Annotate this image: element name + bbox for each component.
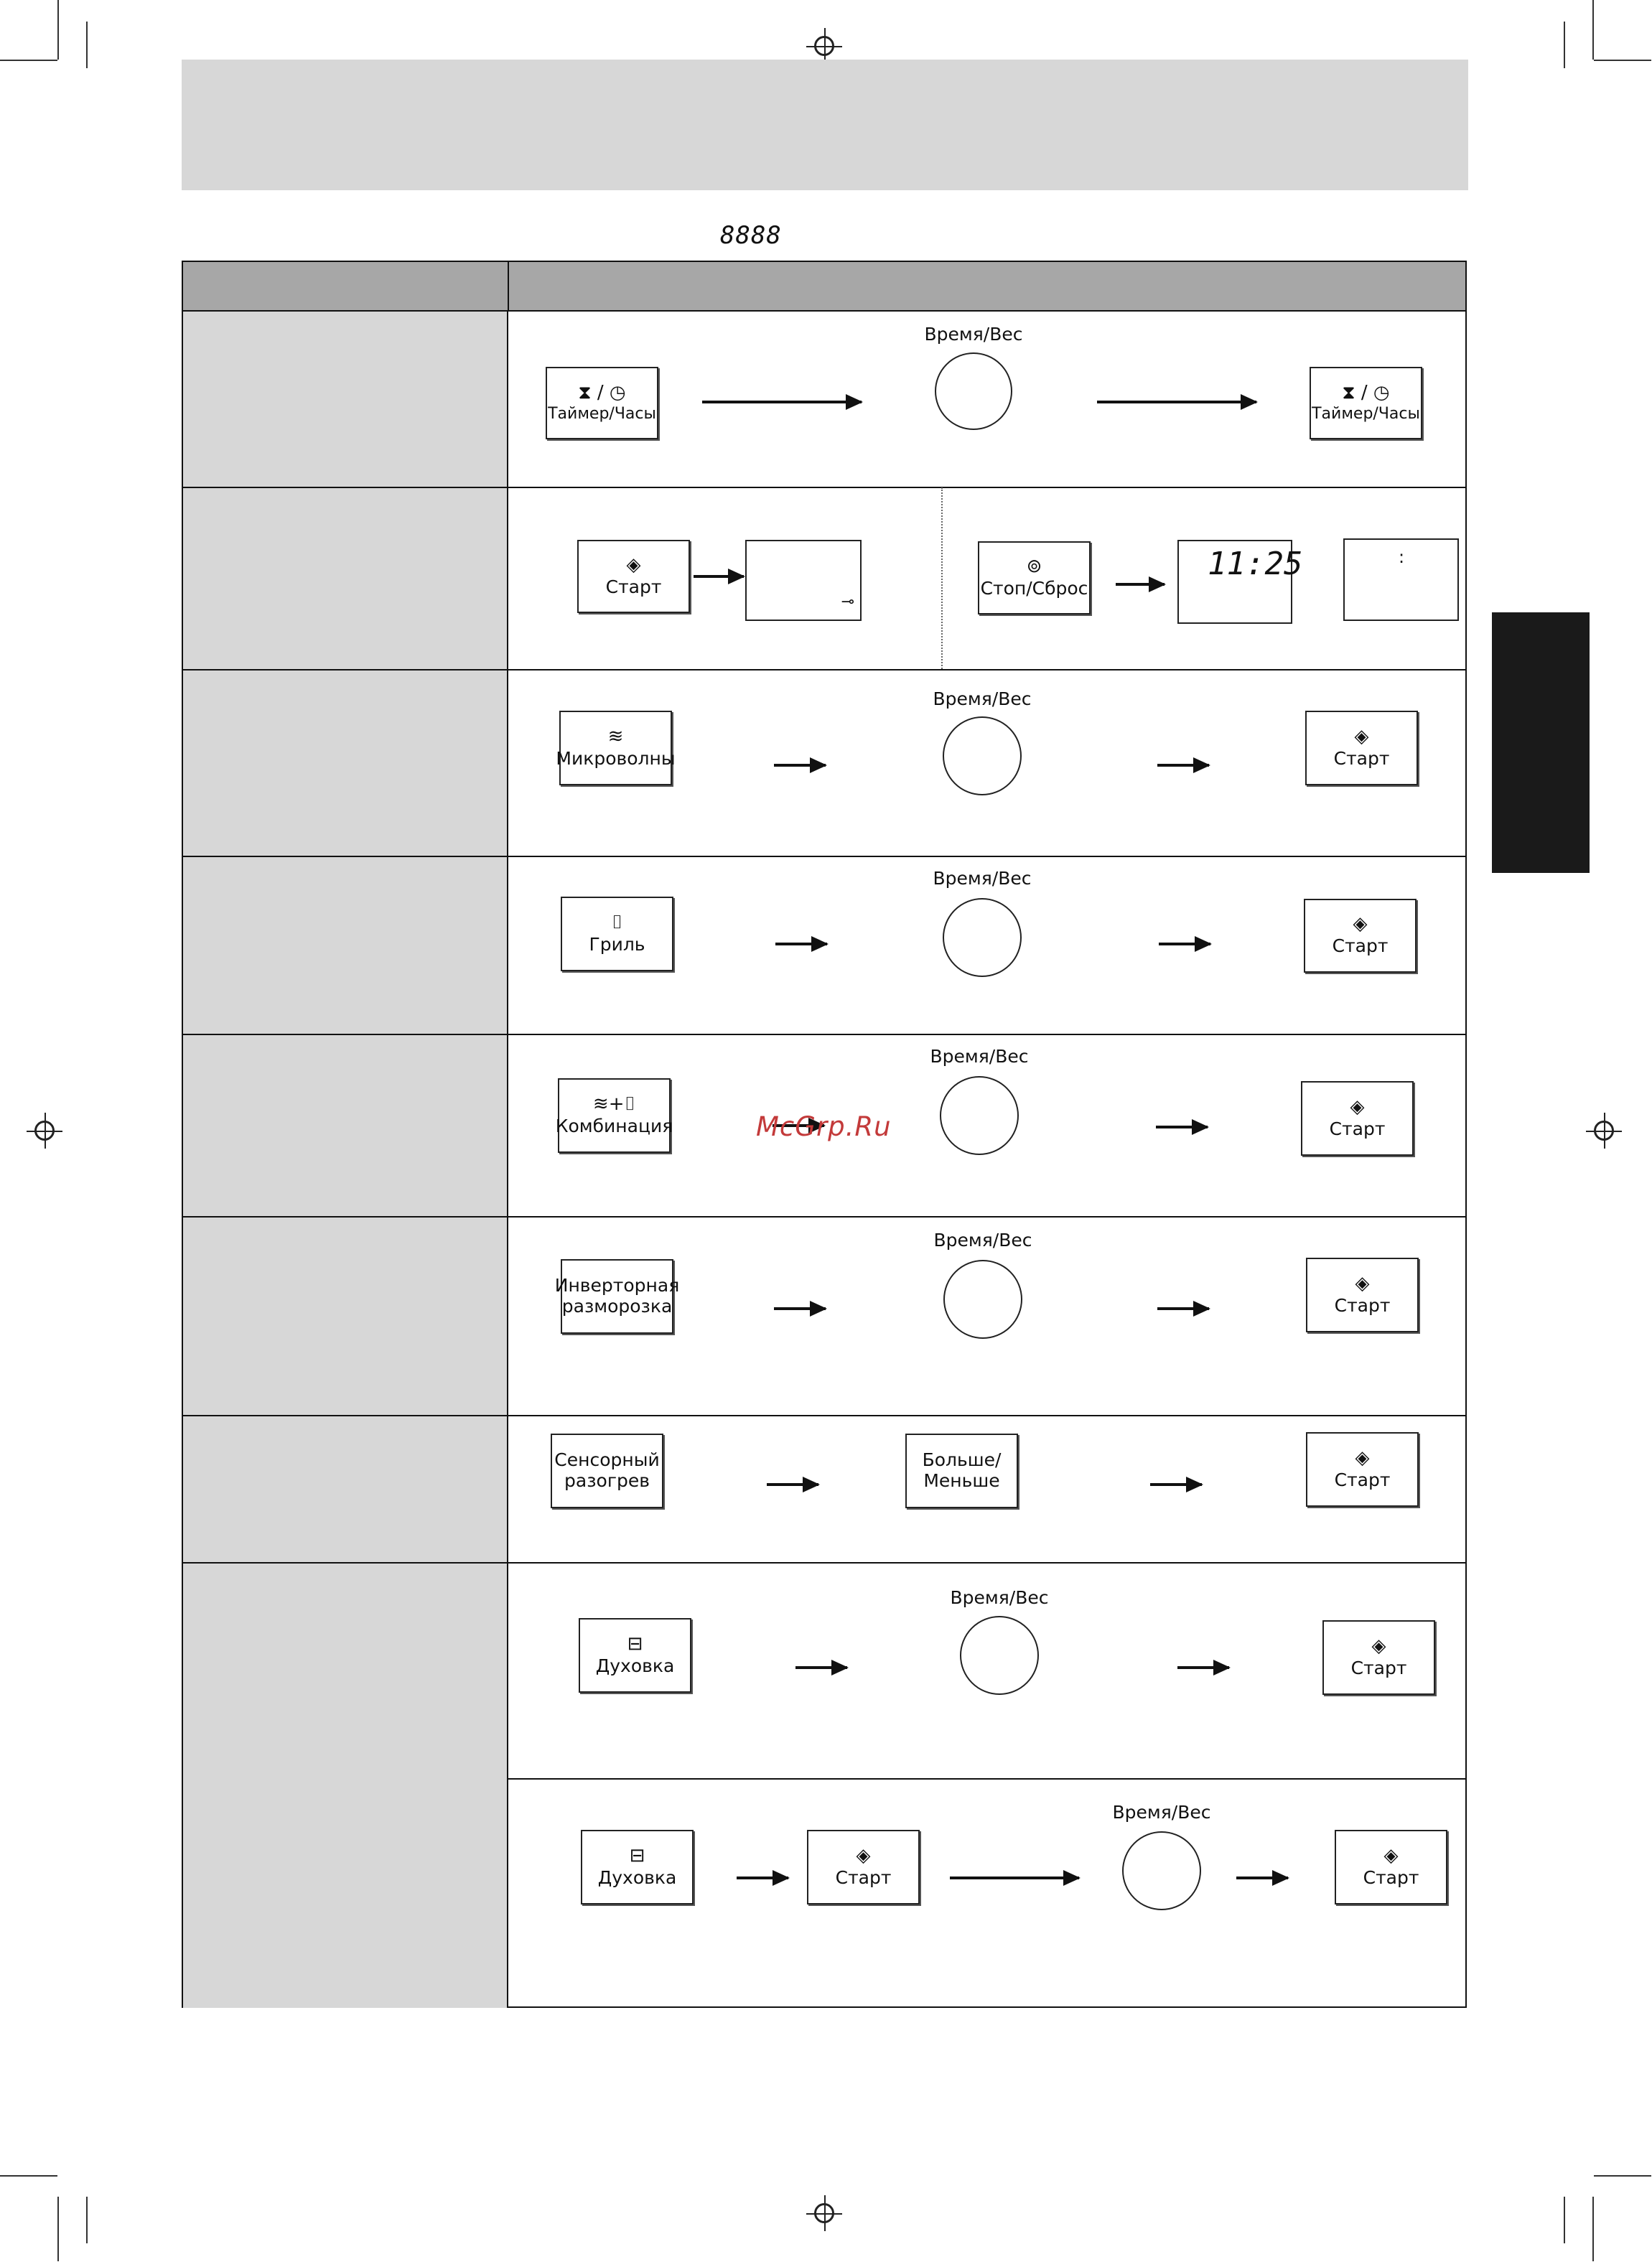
- crop-mark: [0, 60, 57, 61]
- start-button[interactable]: ◈ Старт: [1301, 1081, 1414, 1156]
- arrow: [1157, 764, 1209, 767]
- crop-mark: [1592, 0, 1594, 60]
- arrow: [694, 575, 744, 578]
- crop-mark: [86, 2197, 88, 2243]
- oven-button[interactable]: ⊟ Духовка: [581, 1830, 694, 1905]
- sensor-reheat-button[interactable]: Сенсорный разогрев: [551, 1434, 663, 1508]
- left-column: [183, 312, 508, 2008]
- crop-mark: [1564, 2197, 1565, 2243]
- timer-clock-button[interactable]: ⧗ / ◷ Таймер/Часы: [546, 367, 658, 439]
- start-diamond-icon: ◈: [1383, 1844, 1399, 1866]
- oven-button[interactable]: ⊟ Духовка: [579, 1618, 691, 1693]
- time-weight-dial[interactable]: [943, 898, 1022, 977]
- start-diamond-icon: ◈: [1355, 1447, 1370, 1469]
- time-weight-dial[interactable]: [960, 1616, 1039, 1695]
- time-weight-dial[interactable]: [943, 1260, 1022, 1339]
- registration-mark: [34, 1121, 55, 1141]
- microwave-button[interactable]: ≋ Микроволны: [559, 711, 672, 785]
- start-diamond-icon: ◈: [626, 553, 641, 576]
- time-weight-dial[interactable]: [1122, 1831, 1201, 1910]
- more-less-button[interactable]: Больше/ Меньше: [905, 1434, 1018, 1508]
- arrow: [1150, 1483, 1202, 1486]
- arrow: [775, 943, 827, 945]
- crop-mark: [1594, 60, 1651, 61]
- microwave-grill-icon: ≋+⌷: [592, 1093, 636, 1115]
- crop-mark: [0, 2175, 57, 2177]
- crop-mark: [1564, 22, 1565, 68]
- arrow: [1116, 583, 1165, 586]
- arrow: [774, 1307, 826, 1310]
- blank-display: [1343, 538, 1459, 621]
- start-diamond-icon: ◈: [1354, 725, 1369, 747]
- registration-mark: [814, 2203, 834, 2223]
- grill-icon: ⌷: [611, 911, 623, 933]
- time-weight-label: Время/Вес: [933, 868, 1032, 889]
- registration-mark: [1594, 1121, 1614, 1141]
- display-glyph: 8888: [720, 221, 782, 250]
- lock-display: [745, 540, 862, 621]
- time-weight-label: Время/Вес: [933, 1230, 1032, 1251]
- time-weight-dial[interactable]: [935, 352, 1012, 430]
- clock-time: 11:25: [1208, 546, 1303, 582]
- stop-circle-icon: ⊚: [1026, 555, 1042, 577]
- arrow: [1159, 943, 1210, 945]
- stop-reset-button[interactable]: ⊚ Стоп/Сброс: [978, 541, 1091, 614]
- start-diamond-icon: ◈: [1350, 1095, 1365, 1118]
- combination-button[interactable]: ≋+⌷ Комбинация: [558, 1078, 671, 1153]
- start-button[interactable]: ◈ Старт: [1306, 1258, 1419, 1332]
- side-tab: [1492, 612, 1590, 873]
- inverter-defrost-button[interactable]: Инверторная разморозка: [561, 1259, 673, 1334]
- time-weight-label: Время/Вес: [1112, 1802, 1211, 1823]
- start-diamond-icon: ◈: [1371, 1635, 1386, 1657]
- arrow: [1236, 1877, 1288, 1879]
- table-header: [183, 262, 1465, 312]
- start-button[interactable]: ◈ Старт: [577, 540, 690, 613]
- watermark: McGrp.Ru: [756, 1111, 892, 1142]
- arrow: [737, 1877, 788, 1879]
- time-weight-dial[interactable]: [940, 1076, 1019, 1155]
- arrow: [702, 401, 862, 403]
- arrow: [774, 764, 826, 767]
- arrow: [950, 1877, 1079, 1879]
- start-button[interactable]: ◈ Старт: [1306, 1432, 1419, 1507]
- arrow: [1156, 1126, 1208, 1128]
- oven-icon: ⊟: [627, 1632, 643, 1655]
- registration-mark: [814, 36, 834, 56]
- start-diamond-icon: ◈: [1355, 1272, 1370, 1294]
- start-diamond-icon: ◈: [856, 1844, 871, 1866]
- oven-icon: ⊟: [629, 1844, 645, 1866]
- timer-clock-icon: ⧗ / ◷: [1342, 381, 1390, 403]
- start-button[interactable]: ◈ Старт: [807, 1830, 920, 1905]
- start-button[interactable]: ◈ Старт: [1322, 1620, 1435, 1695]
- start-diamond-icon: ◈: [1353, 913, 1368, 935]
- timer-clock-button[interactable]: ⧗ / ◷ Таймер/Часы: [1310, 367, 1422, 439]
- time-weight-label: Время/Вес: [950, 1587, 1049, 1608]
- time-weight-label: Время/Вес: [930, 1046, 1029, 1067]
- crop-mark: [1592, 2197, 1594, 2261]
- arrow: [1097, 401, 1256, 403]
- crop-mark: [86, 22, 88, 68]
- timer-clock-icon: ⧗ / ◷: [578, 381, 626, 403]
- arrow: [795, 1666, 847, 1669]
- start-button[interactable]: ◈ Старт: [1304, 899, 1417, 973]
- time-weight-label: Время/Вес: [924, 324, 1023, 345]
- display-colon: :: [1399, 547, 1405, 567]
- arrow: [1157, 1307, 1209, 1310]
- lock-icon: ⊸: [841, 593, 854, 611]
- header-band: [182, 60, 1468, 190]
- time-weight-dial[interactable]: [943, 716, 1022, 795]
- start-button[interactable]: ◈ Старт: [1305, 711, 1418, 785]
- arrow: [1177, 1666, 1229, 1669]
- crop-mark: [57, 2197, 59, 2261]
- microwave-waves-icon: ≋: [607, 725, 624, 747]
- grill-button[interactable]: ⌷ Гриль: [561, 897, 673, 971]
- crop-mark: [1594, 2175, 1651, 2177]
- start-button[interactable]: ◈ Старт: [1335, 1830, 1447, 1905]
- crop-mark: [57, 0, 59, 60]
- clock-display: [1177, 540, 1303, 624]
- time-weight-label: Время/Вес: [933, 688, 1032, 709]
- arrow: [767, 1483, 818, 1486]
